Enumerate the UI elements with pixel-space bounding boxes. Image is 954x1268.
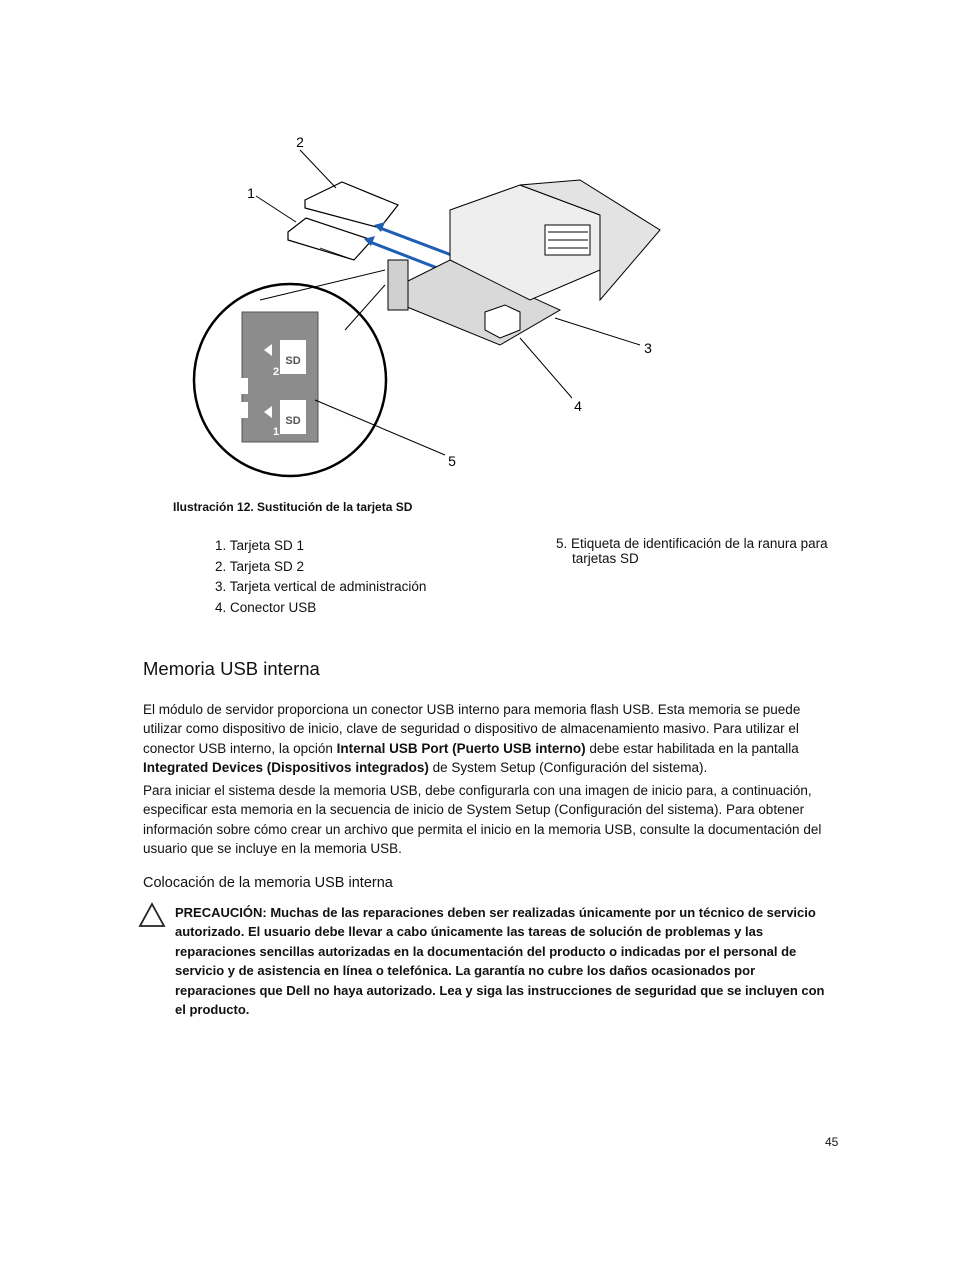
magnifier-leader-bottom	[345, 285, 385, 330]
management-riser-card	[388, 180, 660, 345]
figure-caption: Ilustración 12. Sustitución de la tarjeta SD	[173, 500, 413, 514]
sd-slot-label-plate	[236, 312, 318, 442]
sd-card-replacement-figure	[180, 120, 680, 480]
callout-2: 2	[296, 134, 304, 150]
label-sd-bottom: SD	[285, 415, 301, 427]
legend-item: 2. Tarjeta SD 2	[215, 558, 305, 574]
label-slot-2: 2	[272, 366, 280, 378]
option-name: Internal USB Port (Puerto USB interno)	[336, 740, 586, 756]
legend-item: 3. Tarjeta vertical de administración	[215, 579, 427, 594]
section-title: Memoria USB interna	[143, 658, 320, 679]
callout-5: 5	[448, 453, 456, 469]
subsection-title: Colocación de la memoria USB interna	[143, 875, 393, 891]
legend-right	[556, 536, 836, 566]
callout-3: 3	[644, 340, 652, 356]
text-run: de System Setup (Configuración del sistema).	[428, 759, 708, 775]
sd-card-2	[305, 182, 398, 228]
legend-item: 4. Conector USB	[215, 599, 317, 615]
label-sd-top: SD	[285, 355, 301, 367]
legend-item: 1. Tarjeta SD 1	[215, 538, 305, 553]
legend-item: 5. Etiqueta de identificación de la ranura para tarjetas SD	[556, 536, 828, 566]
caution-icon	[138, 902, 166, 928]
screen-name: Integrated Devices (Dispositivos integrados)	[143, 759, 429, 775]
text-run: debe estar habilitada en la pantalla	[585, 740, 799, 756]
callout-4: 4	[574, 398, 582, 414]
text-run: El módulo de servidor proporciona un conector USB interno para memoria flash USB. Esta memoria se puede utilizar como dispositivo de inicio, clave de seguridad o dispositivo de almacenamiento masivo. Para utilizar el conector USB interno, la opción	[143, 702, 801, 756]
page-number: 45	[825, 1135, 839, 1149]
paragraph-usb-intro	[143, 700, 833, 777]
callout-1: 1	[247, 185, 255, 201]
caution-text: PRECAUCIÓN: Muchas de las reparaciones deben ser realizadas únicamente por un técnico de servicio autorizado. El usuario debe llevar a cabo únicamente las tareas de solución de problemas y las reparaciones sencillas autorizadas en la documentación del producto o indicadas por el personal de servicio y de asistencia en línea o telefónica. La garantía no cubre los daños ocasionados por reparaciones que Dell no haya autorizado. Lea y siga las instrucciones de seguridad que se incluyen con el producto.	[175, 905, 825, 1018]
label-slot-1: 1	[272, 426, 280, 438]
paragraph-usb-boot: Para iniciar el sistema desde la memoria USB, debe configurarla con una imagen de inicio para, a continuación, especificar esta memoria en la secuencia de inicio de System Setup (Configuración del sistema). Para obtener información sobre cómo crear un archivo que permita el inicio en la memoria USB, consulte la documentación del usuario que se incluye en la memoria USB.	[143, 783, 822, 856]
sd-card-1	[288, 218, 372, 260]
legend-left	[215, 536, 515, 618]
